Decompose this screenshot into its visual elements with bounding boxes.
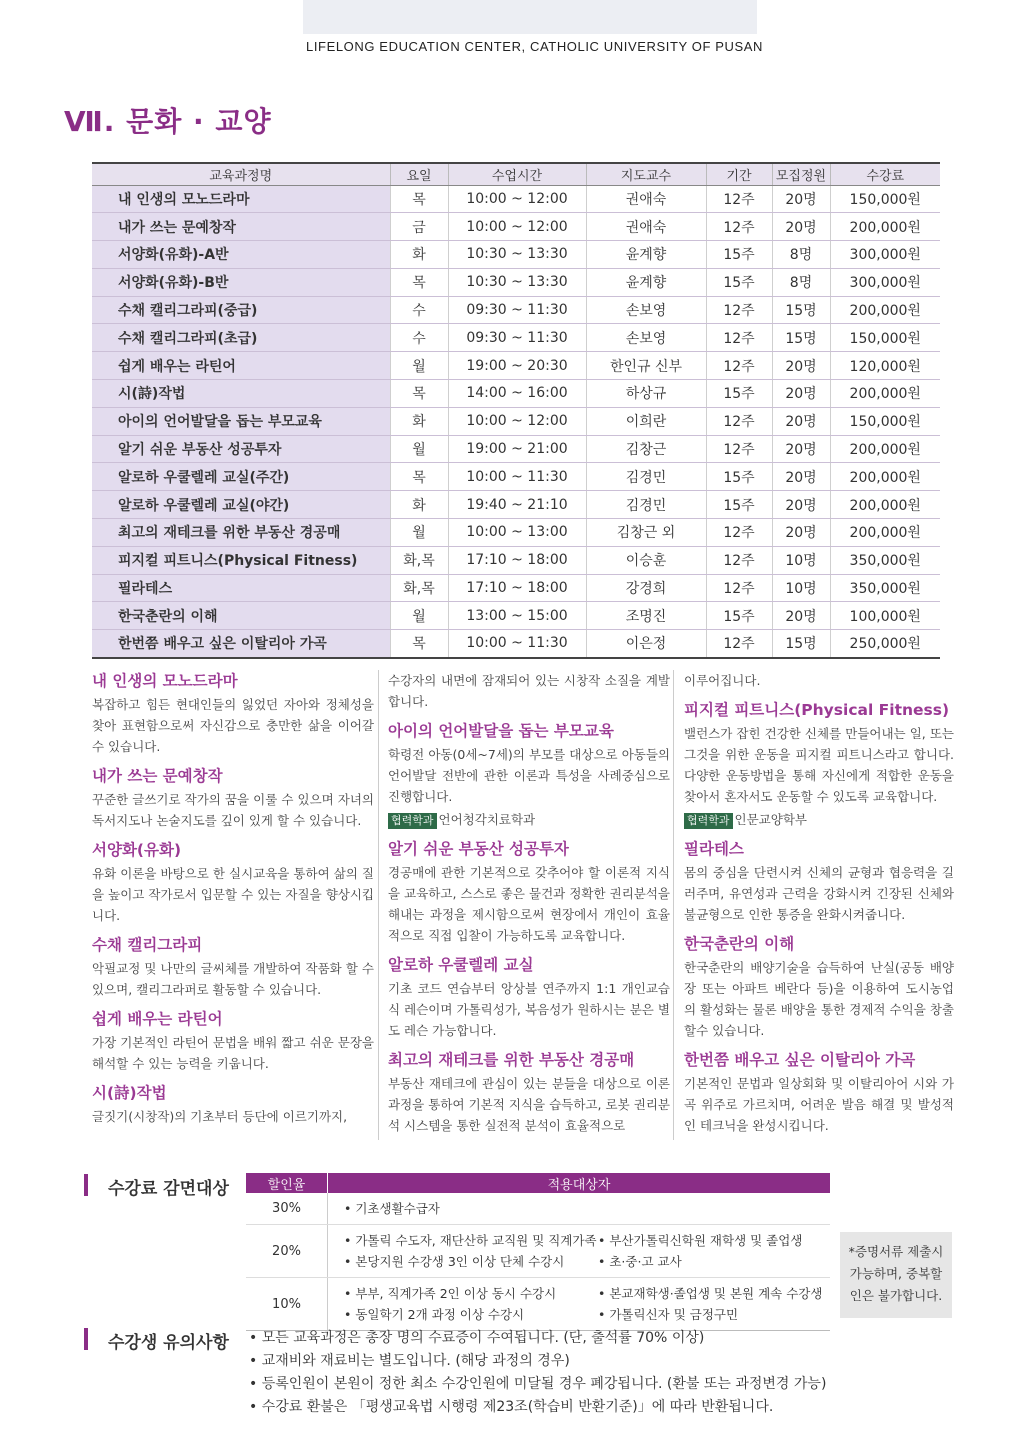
course-description-text: 기초 코드 연습부터 앙상블 연주까지 1:1 개인교습식 레슨이며 가톨릭성가, 복음성가 원하시는 분은 별도 레슨 가능합니다.: [388, 981, 670, 1038]
course-table-body: [92, 185, 940, 658]
course-header-cell: 모집정원: [772, 163, 830, 185]
discount-target-item: • 가톨릭신자 및 금정구민: [598, 1307, 739, 1322]
course-cell: 09:30 ~ 11:30: [448, 324, 586, 352]
course-cell: 14:00 ~ 16:00: [448, 380, 586, 408]
course-cell: 20명: [772, 519, 830, 547]
course-cell: 09:30 ~ 11:30: [448, 296, 586, 324]
section-title: Ⅶ. 문화 · 교양: [64, 105, 272, 138]
course-cell: 김경민: [586, 491, 706, 519]
notice-list: [249, 1327, 826, 1419]
course-cell: 12주: [706, 546, 772, 574]
description-continued: 수강자의 내면에 잠재되어 있는 시창작 소질을 계발합니다.: [388, 673, 670, 709]
course-header-cell: 수업시간: [448, 163, 586, 185]
course-cell: 월: [390, 602, 448, 630]
course-name: 최고의 재테크를 위한 부동산 경공매: [92, 519, 390, 547]
notice-item: • 등록인원이 본원이 정한 최소 수강인원에 미달될 경우 폐강됩니다. (환불 또는 과정변경 가능): [249, 1376, 827, 1392]
course-row: [92, 185, 940, 213]
course-cell: 김경민: [586, 463, 706, 491]
course-name: 알로하 우쿨렐레 교실(야간): [92, 491, 390, 519]
course-header-cell: 수강료: [830, 163, 940, 185]
course-cell: 목: [390, 380, 448, 408]
discount-rate: 10%: [246, 1278, 328, 1331]
course-header-cell: 지도교수: [586, 163, 706, 185]
course-header-cell: 교육과정명: [92, 163, 390, 185]
discount-note-line: 인은 불가합니다.: [849, 1288, 943, 1303]
course-cell: 10:00 ~ 12:00: [448, 185, 586, 213]
course-row: [92, 296, 940, 324]
course-cell: 200,000원: [830, 435, 940, 463]
course-cell: 12주: [706, 407, 772, 435]
description-column-3: [684, 670, 954, 1136]
discount-table-body: [246, 1193, 830, 1331]
course-description-text: 밸런스가 잡힌 건강한 신체를 만들어내는 일, 또는 그것을 위한 운동을 피지컬 피트니스라고 합니다. 다양한 운동방법을 통해 자신에게 적합한 운동을 찾아서 혼자서도 운동할 수 있도록 교육합니다.: [684, 726, 954, 804]
course-cell: 20명: [772, 352, 830, 380]
course-cell: 윤계향: [586, 268, 706, 296]
course-cell: 200,000원: [830, 491, 940, 519]
course-cell: 19:00 ~ 21:00: [448, 435, 586, 463]
course-cell: 20명: [772, 602, 830, 630]
course-table-header: [92, 163, 940, 185]
course-description-text: 경공매에 관한 기본적으로 갖추어야 할 이론적 지식을 교육하고, 스스로 좋은 물건과 정확한 권리분석을 해내는 과정을 제시함으로써 현장에서 개인이 효율적으로 직접 입찰이 가능하도록 교육합니다.: [388, 865, 670, 943]
discount-target-item: • 가톨릭 수도자, 재단산하 교직원 및 직계가족: [344, 1233, 597, 1248]
course-cell: 윤계향: [586, 241, 706, 269]
course-row: [92, 546, 940, 574]
course-cell: 손보영: [586, 324, 706, 352]
course-cell: 15주: [706, 602, 772, 630]
course-cell: 19:00 ~ 20:30: [448, 352, 586, 380]
header-org: LIFELONG EDUCATION CENTER, CATHOLIC UNIVERSITY OF PUSAN: [306, 39, 764, 54]
course-header-cell: 요일: [390, 163, 448, 185]
discount-target-item: • 동일학기 2개 과정 이상 수강시: [344, 1307, 525, 1322]
course-cell: 150,000원: [830, 324, 940, 352]
course-cell: 15주: [706, 241, 772, 269]
course-row: [92, 574, 940, 602]
course-name: 쉽게 배우는 라틴어: [92, 352, 390, 380]
course-cell: 10명: [772, 546, 830, 574]
course-description-title: 한국춘란의 이해: [684, 935, 795, 953]
course-cell: 15주: [706, 380, 772, 408]
course-row: [92, 602, 940, 630]
course-name: 수채 캘리그라피(초급): [92, 324, 390, 352]
course-cell: 10:30 ~ 13:30: [448, 268, 586, 296]
course-row: [92, 380, 940, 408]
course-row: [92, 630, 940, 658]
course-cell: 10:00 ~ 11:30: [448, 463, 586, 491]
course-cell: 10:00 ~ 13:00: [448, 519, 586, 547]
discount-table: [246, 1173, 830, 1331]
course-description-title: 한번쯤 배우고 싶은 이탈리아 가곡: [684, 1051, 916, 1069]
course-cell: 12주: [706, 324, 772, 352]
course-name: 알기 쉬운 부동산 성공투자: [92, 435, 390, 463]
description-continued: 이루어집니다.: [684, 673, 761, 688]
discount-row: [246, 1278, 830, 1331]
course-cell: 월: [390, 352, 448, 380]
course-cell: 12주: [706, 352, 772, 380]
course-cell: 20명: [772, 213, 830, 241]
course-description-title: 쉽게 배우는 라틴어: [92, 1010, 223, 1028]
course-description-title: 알기 쉬운 부동산 성공투자: [388, 840, 569, 858]
course-name: 알로하 우쿨렐레 교실(주간): [92, 463, 390, 491]
course-header-cell: 기간: [706, 163, 772, 185]
course-cell: 20명: [772, 185, 830, 213]
course-cell: 월: [390, 519, 448, 547]
course-row: [92, 268, 940, 296]
course-name: 한국춘란의 이해: [92, 602, 390, 630]
notice-item: • 수강료 환불은 「평생교육법 시행령 제23조(학습비 반환기준)」에 따라 반환됩니다.: [249, 1399, 774, 1415]
course-cell: 이은정: [586, 630, 706, 658]
course-cell: 100,000원: [830, 602, 940, 630]
course-description-text: 악필교정 및 나만의 글씨체를 개발하여 작품화 할 수 있으며, 캘리그라퍼로 활동할 수 있습니다.: [92, 961, 374, 997]
course-cell: 12주: [706, 296, 772, 324]
course-cell: 8명: [772, 268, 830, 296]
course-description-text: 유화 이론을 바탕으로 한 실시교육을 통하여 삶의 질을 높이고 작가로서 입문할 수 있는 자질을 향상시킵니다.: [92, 866, 374, 923]
discount-target-item: • 본교재학생·졸업생 및 본원 계속 수강생: [598, 1286, 823, 1301]
course-cell: 손보영: [586, 296, 706, 324]
course-description-title: 아이의 언어발달을 돕는 부모교육: [388, 722, 614, 740]
discount-targets: [328, 1193, 831, 1225]
course-cell: 10:30 ~ 13:30: [448, 241, 586, 269]
discount-target-item: • 기초생활수급자: [344, 1201, 440, 1216]
discount-targets: [328, 1225, 831, 1278]
course-row: [92, 213, 940, 241]
course-cell: 200,000원: [830, 380, 940, 408]
course-name: 피지컬 피트니스(Physical Fitness): [92, 546, 390, 574]
header-tab: [303, 0, 757, 34]
discount-rate: 20%: [246, 1225, 328, 1278]
course-cell: 금: [390, 213, 448, 241]
discount-row: [246, 1193, 830, 1225]
discount-target-list: [328, 1193, 830, 1224]
course-cell: 12주: [706, 185, 772, 213]
course-cell: 200,000원: [830, 213, 940, 241]
course-row: [92, 435, 940, 463]
coop-department-name: 인문교양학부: [734, 812, 807, 827]
course-name: 내 인생의 모노드라마: [92, 185, 390, 213]
course-cell: 200,000원: [830, 296, 940, 324]
course-description-text: 한국춘란의 배양기술을 습득하여 난실(공동 배양장 또는 아파트 베란다 등)을 이용하여 도시농업의 활성화는 물론 배양을 통한 경제적 수익을 창출할수 있습니다.: [684, 960, 954, 1038]
course-cell: 15명: [772, 324, 830, 352]
course-name: 내가 쓰는 문예창작: [92, 213, 390, 241]
course-description-title: 피지컬 피트니스(Physical Fitness): [684, 701, 950, 719]
course-cell: 이희란: [586, 407, 706, 435]
course-description-title: 필라테스: [684, 840, 744, 858]
course-cell: 10:00 ~ 11:30: [448, 630, 586, 658]
course-cell: 20명: [772, 491, 830, 519]
course-cell: 350,000원: [830, 546, 940, 574]
course-description-text: 기본적인 문법과 일상회화 및 이탈리아어 시와 가곡 위주로 가르치며, 어려운 발음 해결 및 발성적인 테크닉을 완성시킵니다.: [684, 1076, 954, 1133]
discount-rate: 30%: [246, 1193, 328, 1225]
discount-targets: [328, 1278, 831, 1331]
course-description-title: 서양화(유화): [92, 841, 182, 859]
course-cell: 12주: [706, 574, 772, 602]
discount-note: [840, 1232, 952, 1318]
course-cell: 12주: [706, 213, 772, 241]
course-cell: 목: [390, 630, 448, 658]
course-row: [92, 463, 940, 491]
notice-title-bar: [84, 1328, 88, 1350]
course-cell: 150,000원: [830, 185, 940, 213]
coop-department-name: 언어청각치료학과: [438, 812, 536, 827]
course-description-text: 글짓기(시창작)의 기초부터 등단에 이르기까지,: [92, 1109, 348, 1124]
course-name: 필라테스: [92, 574, 390, 602]
course-row: [92, 491, 940, 519]
course-cell: 12주: [706, 435, 772, 463]
course-name: 아이의 언어발달을 돕는 부모교육: [92, 407, 390, 435]
course-description-text: 부동산 재테크에 관심이 있는 분들을 대상으로 이론과정을 통하여 기본적 지식을 습득하고, 로봇 권리분석 시스템을 통한 실전적 분석이 효율적으로: [388, 1076, 670, 1133]
course-cell: 200,000원: [830, 463, 940, 491]
course-row: [92, 324, 940, 352]
course-cell: 15주: [706, 463, 772, 491]
course-description-title: 알로하 우쿨렐레 교실: [388, 956, 534, 974]
course-cell: 수: [390, 324, 448, 352]
course-description-text: 학령전 아동(0세~7세)의 부모를 대상으로 아동들의 언어발달 전반에 관한 이론과 특성을 사례중심으로 진행합니다.: [388, 747, 670, 804]
course-cell: 250,000원: [830, 630, 940, 658]
course-cell: 목: [390, 185, 448, 213]
course-cell: 15주: [706, 491, 772, 519]
discount-target-item: • 부산가톨릭신학원 재학생 및 졸업생: [598, 1233, 803, 1248]
course-name: 서양화(유화)-A반: [92, 241, 390, 269]
course-description-title: 내가 쓰는 문예창작: [92, 767, 223, 785]
course-row: [92, 519, 940, 547]
course-description-text: 복잡하고 힘든 현대인들의 잃었던 자아와 정체성을 찾아 표현함으로써 자신감으로 충만한 삶을 이어갈 수 있습니다.: [92, 697, 374, 754]
course-cell: 350,000원: [830, 574, 940, 602]
notice-item: • 모든 교육과정은 총장 명의 수료증이 수여됩니다. (단, 출석률 70% 이상): [249, 1330, 705, 1346]
course-cell: 10:00 ~ 12:00: [448, 407, 586, 435]
course-cell: 하상규: [586, 380, 706, 408]
description-column-2: [388, 670, 670, 1136]
discount-note-line: 가능하며, 중복할: [849, 1266, 943, 1281]
coop-badge: 협력학과: [388, 813, 437, 829]
discount-row: [246, 1225, 830, 1278]
course-description-text: 꾸준한 글쓰기로 작가의 꿈을 이룰 수 있으며 자녀의 독서지도나 논술지도를 깊이 있게 할 수 있습니다.: [92, 792, 374, 828]
course-description-text: 가장 기본적인 라틴어 문법을 배워 짧고 쉬운 문장을 해석할 수 있는 능력을 키웁니다.: [92, 1035, 374, 1071]
cooperating-department: [388, 809, 670, 830]
discount-target-list: [328, 1225, 830, 1277]
course-cell: 17:10 ~ 18:00: [448, 574, 586, 602]
discount-title-bar: [84, 1174, 88, 1196]
course-cell: 목: [390, 268, 448, 296]
course-cell: 8명: [772, 241, 830, 269]
course-cell: 화: [390, 241, 448, 269]
course-cell: 20명: [772, 380, 830, 408]
course-cell: 17:10 ~ 18:00: [448, 546, 586, 574]
course-cell: 이승훈: [586, 546, 706, 574]
course-cell: 10명: [772, 574, 830, 602]
course-cell: 12주: [706, 630, 772, 658]
course-cell: 20명: [772, 463, 830, 491]
course-cell: 10:00 ~ 12:00: [448, 213, 586, 241]
course-cell: 월: [390, 435, 448, 463]
course-name: 수채 캘리그라피(중급): [92, 296, 390, 324]
course-cell: 김창근 외: [586, 519, 706, 547]
course-cell: 200,000원: [830, 519, 940, 547]
course-description-title: 수채 캘리그라피: [92, 936, 203, 954]
course-cell: 150,000원: [830, 407, 940, 435]
course-cell: 화,목: [390, 546, 448, 574]
discount-target-list: [328, 1278, 830, 1330]
course-row: [92, 407, 940, 435]
course-cell: 20명: [772, 435, 830, 463]
course-cell: 화,목: [390, 574, 448, 602]
course-row: [92, 352, 940, 380]
discount-header-rate: 할인율: [246, 1173, 328, 1193]
notice-title: 수강생 유의사항: [108, 1333, 229, 1353]
course-cell: 화: [390, 407, 448, 435]
course-cell: 강경희: [586, 574, 706, 602]
course-cell: 화: [390, 491, 448, 519]
course-name: 한번쯤 배우고 싶은 이탈리아 가곡: [92, 630, 390, 658]
course-cell: 19:40 ~ 21:10: [448, 491, 586, 519]
course-description-text: 몸의 중심을 단련시켜 신체의 균형과 협응력을 길러주며, 유연성과 근력을 강화시켜 긴장된 신체와 불균형으로 인한 통증을 완화시켜줍니다.: [684, 865, 954, 922]
discount-note-line: *증명서류 제출시: [848, 1244, 944, 1259]
cooperating-department: [684, 809, 954, 830]
course-row: [92, 241, 940, 269]
course-name: 서양화(유화)-B반: [92, 268, 390, 296]
column-divider: [673, 670, 674, 1140]
course-cell: 13:00 ~ 15:00: [448, 602, 586, 630]
discount-title: 수강료 감면대상: [108, 1179, 229, 1199]
course-cell: 20명: [772, 407, 830, 435]
discount-target-item: • 부부, 직계가족 2인 이상 동시 수강시: [344, 1286, 557, 1301]
course-cell: 120,000원: [830, 352, 940, 380]
course-description-title: 시(詩)작법: [92, 1084, 167, 1102]
course-cell: 15주: [706, 268, 772, 296]
course-cell: 목: [390, 463, 448, 491]
course-cell: 12주: [706, 519, 772, 547]
course-cell: 300,000원: [830, 241, 940, 269]
course-name: 시(詩)작법: [92, 380, 390, 408]
column-divider: [378, 670, 379, 1140]
discount-target-item: • 본당지원 수강생 3인 이상 단체 수강시: [344, 1254, 565, 1269]
course-cell: 권애숙: [586, 185, 706, 213]
course-cell: 15명: [772, 296, 830, 324]
course-cell: 조명진: [586, 602, 706, 630]
coop-badge: 협력학과: [684, 813, 733, 829]
course-cell: 권애숙: [586, 213, 706, 241]
notice-item: • 교재비와 재료비는 별도입니다. (해당 과정의 경우): [249, 1353, 570, 1369]
course-cell: 15명: [772, 630, 830, 658]
course-description-title: 내 인생의 모노드라마: [92, 672, 238, 690]
course-cell: 김창근: [586, 435, 706, 463]
description-column-1: [92, 670, 374, 1127]
discount-header-target: 적용대상자: [328, 1173, 831, 1193]
course-cell: 수: [390, 296, 448, 324]
course-cell: 300,000원: [830, 268, 940, 296]
course-cell: 한인규 신부: [586, 352, 706, 380]
course-description-title: 최고의 재테크를 위한 부동산 경공매: [388, 1051, 635, 1069]
discount-target-item: • 초·중·고 교사: [598, 1254, 682, 1269]
course-table: [92, 162, 940, 659]
